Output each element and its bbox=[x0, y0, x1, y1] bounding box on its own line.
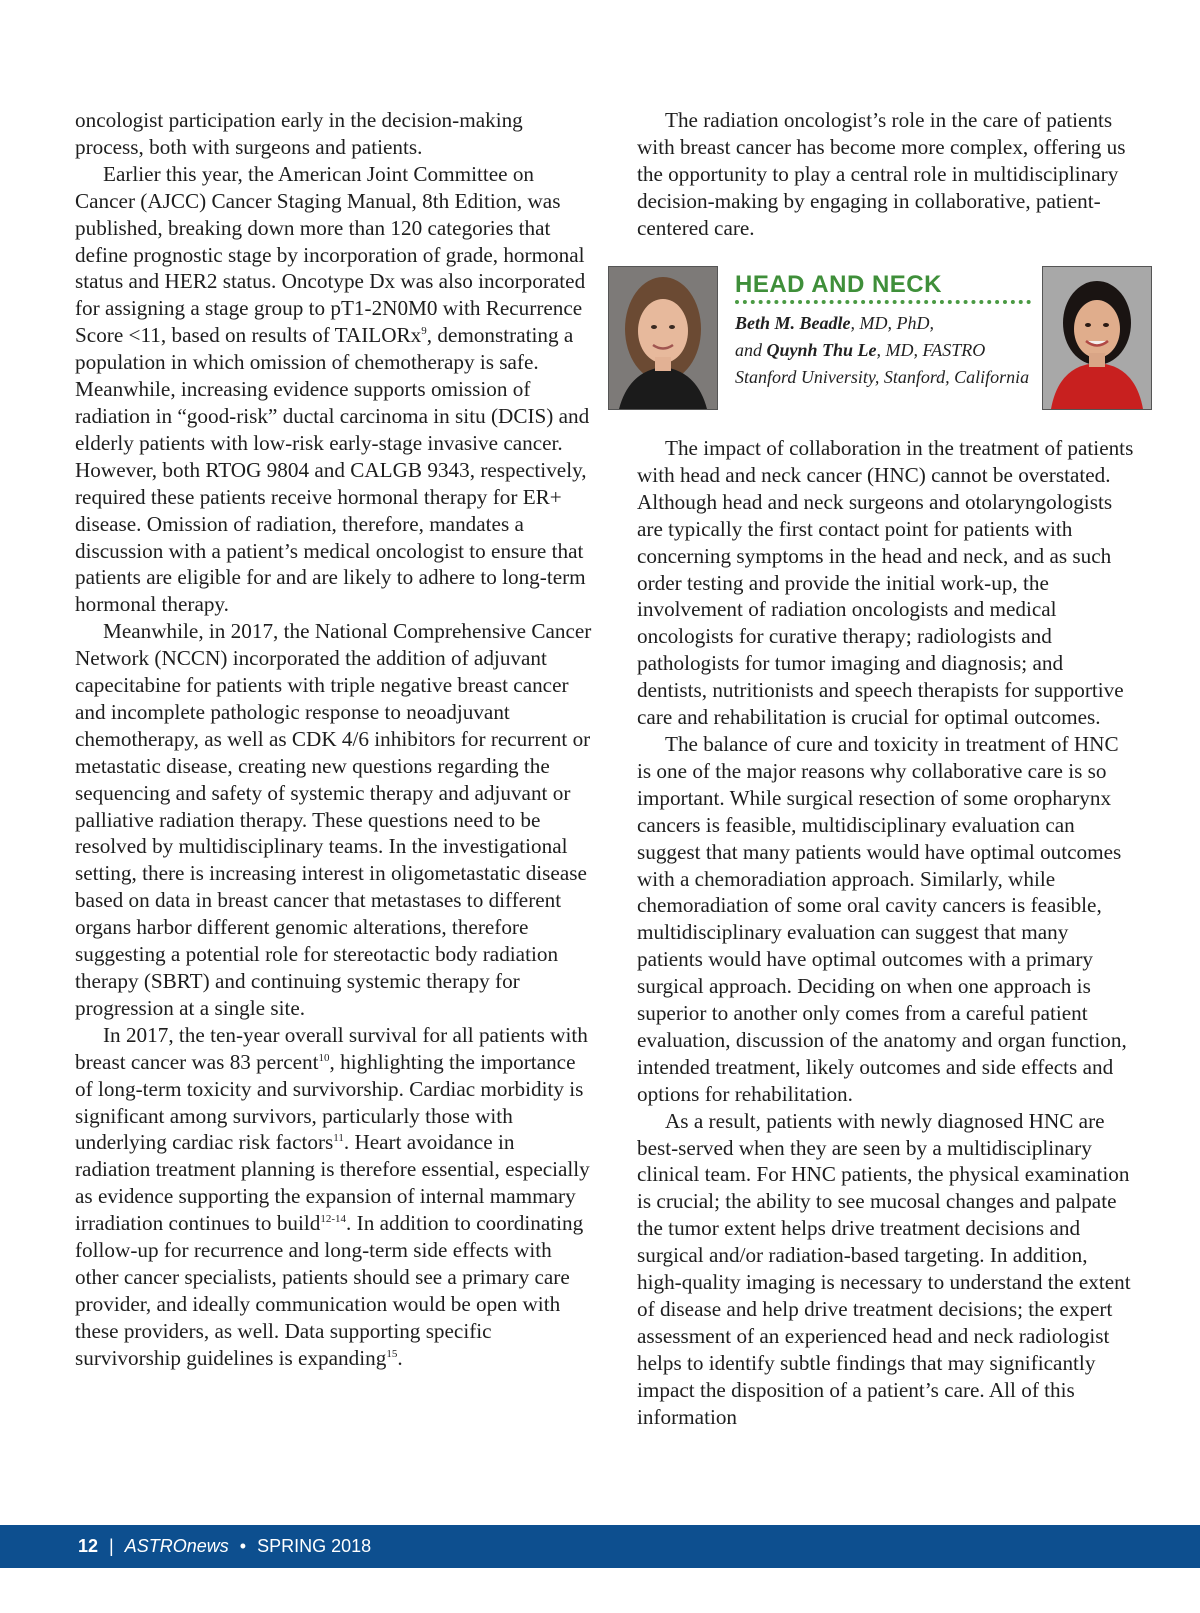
author-credentials-le: , MD, FASTRO bbox=[876, 340, 986, 360]
byline-line-1 bbox=[735, 310, 1035, 337]
magazine-name: ASTROnews bbox=[124, 1536, 229, 1556]
right-column bbox=[637, 435, 1137, 1431]
left-paragraph-3: Meanwhile, in 2017, the National Comprehensive Cancer Network (NCCN) incorporated the addition of adjuvant capecitabine for patients with triple negative breast cancer and incomplete pathologic response to neoadjuvant chemotherapy, as well as CDK 4/6 inhibitors for recurrent or metastatic disease, creating new questions regarding the sequencing and safety of systemic therapy and adjuvant or palliative radiation therapy. These questions need to be resolved by multidisciplinary teams. In the investigational setting, there is increasing interest in oligometastatic disease based on data in breast cancer that metastases to different organs harbor different genomic alterations, therefore suggesting a potential role for stereotactic body radiation therapy (SBRT) and continuing systemic therapy for progression at a single site. bbox=[75, 619, 592, 1020]
footer-separator: | bbox=[109, 1536, 114, 1556]
reference-15: 15 bbox=[386, 1347, 398, 1360]
byline-line-2 bbox=[735, 337, 1035, 364]
left-paragraph-4-a: In 2017, the ten-year overall survival for all patients with breast cancer was 83 percent bbox=[75, 1022, 588, 1074]
dotted-divider bbox=[735, 300, 1031, 304]
right-column-intro bbox=[637, 107, 1137, 242]
right-paragraph-1: The impact of collaboration in the treatment of patients with head and neck cancer (HNC) cannot be overstated. Although head and neck surgeons and otolaryngologists are typically the first contact point for patients with concerning symptoms in the head and neck, and as such order testing and provide the initial work-up, the involvement of radiation oncologists and medical oncologists for curative therapy; radiologists and pathologists for tumor imaging and diagnosis; and dentists, nutritionists and speech therapists for supportive care and rehabilitation is crucial for optimal outcomes. bbox=[637, 436, 1134, 730]
footer-bullet: • bbox=[239, 1536, 247, 1556]
byline bbox=[735, 310, 1035, 391]
section-header bbox=[607, 266, 1152, 410]
reference-9: 9 bbox=[421, 325, 427, 337]
reference-12-14: 12-14 bbox=[320, 1212, 347, 1225]
author-name-le: Quynh Thu Le bbox=[766, 340, 877, 360]
right-paragraph-2: The balance of cure and toxicity in treatment of HNC is one of the major reasons why collaborative care is so important. While surgical resection of some oropharynx cancers is feasible, multidisciplinary evaluation can suggest that many patients would have optimal outcomes with a chemoradiation approach. Similarly, while chemoradiation of some oral cavity cancers is feasible, multidisciplinary evaluation can suggest that many patients would have optimal outcomes with a primary surgical approach. Deciding on when one approach is superior to another only comes from a careful patient evaluation, discussion of the anatomy and organ function, intended treatment, likely outcomes and side effects and options for rehabilitation. bbox=[637, 731, 1127, 1106]
reference-11: 11 bbox=[333, 1132, 344, 1145]
left-paragraph-4-b: , highlighting the importance of long-term toxicity and survivorship. Cardiac morbidity is significant among survivors, particularly those with underlying cardiac risk factors bbox=[75, 1049, 584, 1155]
footer-content bbox=[78, 1536, 371, 1557]
left-column bbox=[75, 107, 595, 1372]
left-paragraph-2-text: Earlier this year, the American Joint Committee on Cancer (AJCC) Cancer Staging Manual, 8th Edition, was published, breaking down more than 120 categories that define prognostic stage by incorporation of grade, hormonal status and HER2 status. Oncotype Dx was also incorporated for assigning a stage group to pT1-2N0M0 with Recurrence Score <11, based on results of TAILORx bbox=[75, 161, 586, 348]
section-title: HEAD AND NECK bbox=[735, 271, 942, 298]
portrait-woman-icon bbox=[609, 267, 717, 409]
left-paragraph-2 bbox=[75, 161, 595, 618]
author-affiliation: Stanford University, Stanford, California bbox=[735, 367, 1030, 387]
author-photo-beadle bbox=[608, 266, 718, 410]
left-paragraph-2-end: , demonstrating a population in which omission of chemotherapy is safe. Meanwhile, increasing evidence supports omission of radiation in “good-risk” ductal carcinoma in situ (DCIS) and elderly patients with low-risk early-stage invasive cancer. However, both RTOG 9804 and CALGB 9343, respectively, required these patients receive hormonal therapy for ER+ disease. Omission of radiation, therefore, mandates a discussion with a patient’s medical oncologist to ensure that patients are eligible for and are likely to adhere to long-term hormonal therapy. bbox=[75, 323, 590, 617]
page-number: 12 bbox=[78, 1536, 99, 1556]
right-intro-paragraph: The radiation oncologist’s role in the care of patients with breast cancer has become more complex, offering us the opportunity to play a central role in multidisciplinary decision-making by engaging in collaborative, patient-centered care. bbox=[637, 108, 1126, 240]
left-paragraph-4-c: . Heart avoidance in radiation treatment planning is therefore essential, especially as evidence supporting the expansion of internal mammary irradiation continues to build bbox=[75, 1130, 590, 1236]
left-paragraph-1: oncologist participation early in the decision-making process, both with surgeons and patients. bbox=[75, 108, 523, 159]
reference-10: 10 bbox=[318, 1051, 330, 1064]
byline-and: and bbox=[735, 340, 767, 360]
right-paragraph-3: As a result, patients with newly diagnosed HNC are best-served when they are seen by a multidisciplinary clinical team. For HNC patients, the physical examination is crucial; the ability to see mucosal changes and palpate the tumor extent helps drive treatment decisions and surgical and/or radiation-based targeting. In addition, high-quality imaging is necessary to understand the extent of disease and help drive treatment decisions; the expert assessment of an experienced head and neck radiologist helps to identify subtle findings that may significantly impact the disposition of a patient’s care. All of this information bbox=[637, 1108, 1131, 1429]
left-paragraph-4 bbox=[75, 1022, 595, 1372]
portrait-woman-icon bbox=[1043, 267, 1151, 409]
author-name-beadle: Beth M. Beadle bbox=[735, 313, 851, 333]
page-footer bbox=[0, 1525, 1200, 1568]
author-credentials-beadle: , MD, PhD, bbox=[850, 313, 934, 333]
left-paragraph-4-e: . bbox=[397, 1345, 403, 1370]
left-paragraph-4-d: . In addition to coordinating follow-up for recurrence and long-term side effects with other cancer specialists, patients should see a primary care provider, and ideally communication would be open with these providers, as well. Data supporting specific survivorship guidelines is expanding bbox=[75, 1211, 584, 1370]
author-photo-le bbox=[1042, 266, 1152, 410]
issue-label: SPRING 2018 bbox=[257, 1536, 372, 1556]
